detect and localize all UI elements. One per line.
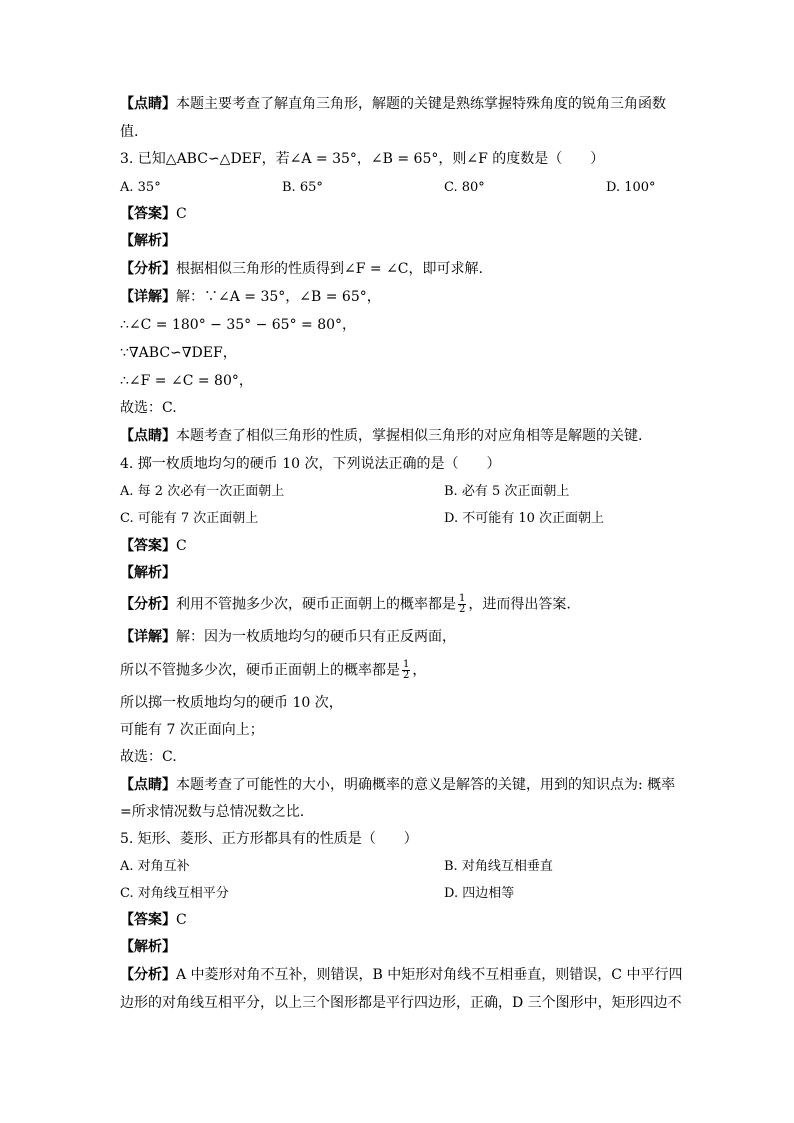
answer-label: 【答案】 (120, 538, 176, 554)
xiangjie-label: 【详解】 (120, 629, 176, 645)
q4-dianjing-line (120, 775, 675, 795)
detail-text-a: 所以不管抛多少次，硬币正面朝上的概率都是 (120, 662, 400, 679)
q5-jiexi: 【解析】 (120, 939, 176, 955)
q4-jiexi: 【解析】 (120, 565, 176, 581)
q5-answer-line (120, 910, 187, 930)
answer-value: C (176, 206, 187, 222)
q3-xiangjie-line (120, 287, 381, 307)
q5-option-d: D. 四边相等 (444, 886, 515, 901)
fraction-denominator: 2 (403, 670, 410, 681)
q3-step-3: ∴∠F = ∠C = 80°， (120, 373, 253, 389)
q4-xiangjie-line (120, 627, 456, 647)
answer-label: 【答案】 (120, 912, 176, 928)
q4-option-a: A. 每 2 次必有一次正面朝上 (120, 484, 285, 499)
xiangjie-text: 解：∵∠A = 35°，∠B = 65°， (176, 289, 381, 305)
fenxi-label: 【分析】 (120, 261, 176, 277)
fenxi-text-b: ，进而得出答案. (468, 596, 571, 613)
xiangjie-label: 【详解】 (120, 289, 176, 305)
q3-stem: 3. 已知△ABC∽△DEF，若∠A = 35°，∠B = 65°，则∠F 的度数是（ ） (120, 151, 605, 167)
q4-stem: 4. 掷一枚质地均匀的硬币 10 次，下列说法正确的是（ ） (120, 456, 501, 472)
q5-fenxi-line (120, 965, 682, 985)
q3-option-b: B. 65° (282, 180, 323, 195)
answer-label: 【答案】 (120, 206, 176, 222)
fenxi-text-a: 利用不管抛多少次，硬币正面朝上的概率都是 (176, 596, 456, 613)
q4-detail-line2 (120, 660, 426, 681)
fenxi-text: 根据相似三角形的性质得到∠F = ∠C，即可求解. (176, 261, 483, 277)
dianjing-text: 本题主要考查了解直角三角形，解题的关键是熟练掌握特殊角度的锐角三角函数 (176, 96, 666, 112)
q4-option-b: B. 必有 5 次正面朝上 (444, 484, 570, 499)
q4-option-c: C. 可能有 7 次正面朝上 (120, 511, 259, 526)
q3-option-d: D. 100° (606, 180, 656, 195)
xiangjie-text: 解：因为一枚质地均匀的硬币只有正反两面， (176, 629, 456, 645)
q4-detail-line5: 故选：C. (120, 749, 177, 765)
detail-text-b: ， (412, 662, 427, 679)
q5-option-a: A. 对角互补 (120, 859, 190, 874)
dianjing-text: 本题考查了可能性的大小，明确概率的意义是解答的关键，用到的知识点为: 概率 (176, 777, 676, 793)
fraction-numerator: 1 (459, 593, 466, 604)
fraction-numerator: 1 (403, 659, 410, 670)
fenxi-text: A 中菱形对角不互补，则错误，B 中矩形对角线不互相垂直，则错误，C 中平行四 (176, 967, 683, 983)
fraction-denominator: 2 (459, 604, 466, 615)
dianjing-label: 【点睛】 (120, 428, 176, 444)
q5-stem: 5. 矩形、菱形、正方形都具有的性质是（ ） (120, 831, 418, 847)
q4-dianjing-line2: =所求情况数与总情况数之比. (120, 804, 305, 820)
q3-step-4: 故选：C. (120, 400, 177, 416)
q3-option-c: C. 80° (444, 180, 485, 195)
q4-answer-line (120, 536, 187, 556)
q2-dianjing-line (120, 94, 666, 114)
fraction-one-half (402, 660, 410, 681)
q5-option-b: B. 对角线互相垂直 (444, 859, 553, 874)
q2-dianjing-line2: 值. (120, 124, 139, 140)
dianjing-text: 本题考查了相似三角形的性质，掌握相似三角形的对应角相等是解题的关键. (176, 428, 643, 444)
dianjing-label: 【点睛】 (120, 777, 176, 793)
fenxi-label: 【分析】 (120, 596, 176, 613)
q3-fenxi-line (120, 259, 483, 279)
q3-dianjing-line (120, 426, 642, 446)
q3-step-1: ∴∠C = 180° − 35° − 65° = 80°， (120, 317, 357, 333)
answer-value: C (176, 538, 187, 554)
q4-detail-line4: 可能有 7 次正面向上； (120, 722, 264, 738)
fenxi-label: 【分析】 (120, 967, 176, 983)
q3-option-a: A. 35° (120, 180, 161, 195)
q4-option-d: D. 不可能有 10 次正面朝上 (444, 511, 605, 526)
fraction-one-half (458, 594, 466, 615)
q3-answer-line (120, 204, 187, 224)
q4-fenxi-line (120, 594, 571, 615)
q5-option-c: C. 对角线互相平分 (120, 886, 229, 901)
q5-fenxi-line2: 边形的对角线互相平分，以上三个图形都是平行四边形，正确，D 三个图形中，矩形四边不 (120, 995, 682, 1011)
dianjing-label: 【点睛】 (120, 96, 176, 112)
q3-jiexi: 【解析】 (120, 233, 176, 249)
answer-value: C (176, 912, 187, 928)
q4-detail-line3: 所以掷一枚质地均匀的硬币 10 次， (120, 695, 343, 711)
q3-step-2: ∵∇ABC∽∇DEF， (120, 345, 237, 361)
